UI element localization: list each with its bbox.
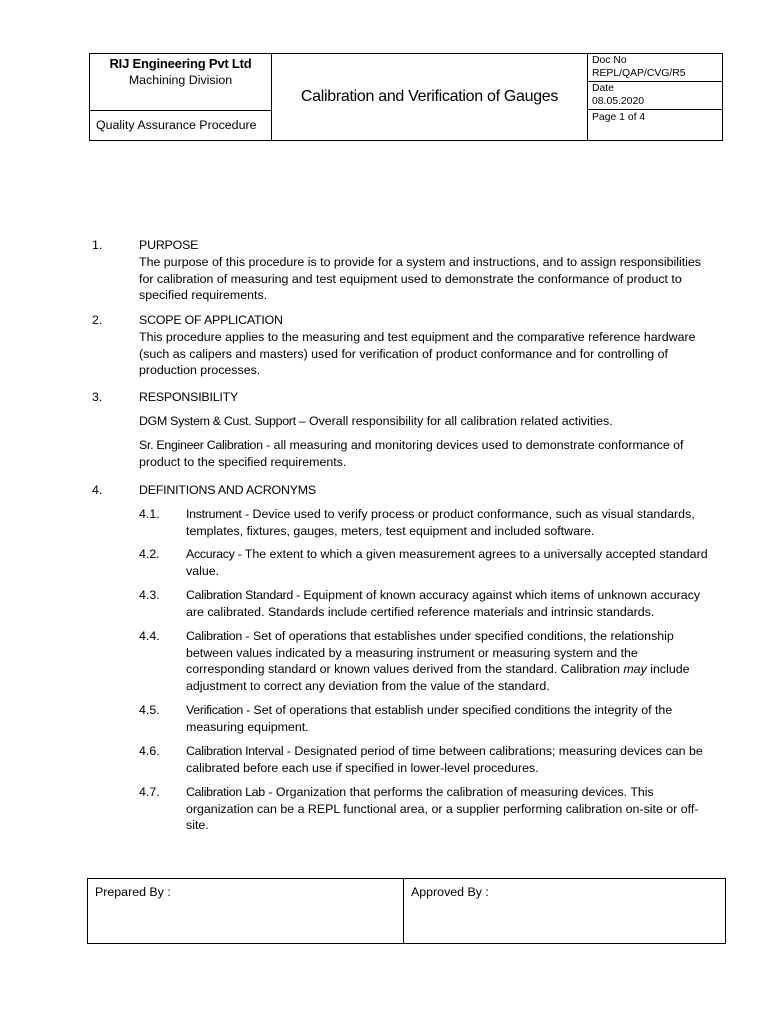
purpose-paragraph — [139, 254, 729, 304]
definition-term: Calibration Standard - — [186, 588, 300, 602]
definition-text: - Device used to verify process or product conformance, such as visual standards, — [241, 507, 695, 521]
date-cell — [588, 82, 722, 110]
section-number: 3. — [92, 390, 103, 404]
definition-instrument — [186, 506, 726, 539]
definition-number: 4.4. — [139, 629, 160, 643]
definition-calibration-standard — [186, 587, 726, 620]
date-value: 08.05.2020 — [592, 96, 645, 107]
definition-number: 4.2. — [139, 547, 160, 561]
definition-text: corresponding standard or known values derived from the standard. Calibration — [186, 662, 624, 677]
section-number: 4. — [92, 483, 103, 497]
definition-calibration — [186, 628, 726, 694]
definition-term: Calibration Lab — [186, 785, 265, 799]
definition-text: between values indicated by a measuring instrument or measuring system and the — [186, 645, 638, 660]
definition-text: measuring equipment. — [186, 719, 309, 734]
prepared-by-label: Prepared By : — [95, 885, 171, 899]
section-heading-responsibility: RESPONSIBILITY — [139, 390, 239, 404]
company-cell — [90, 54, 272, 111]
responsibility-role: DGM System & Cust. Support – — [139, 414, 306, 428]
division-name: Machining Division — [128, 73, 233, 87]
section-number: 2. — [92, 313, 103, 327]
prepared-by-cell — [88, 879, 404, 943]
responsibility-dgm — [139, 413, 729, 430]
paragraph-line: production processes. — [139, 363, 261, 378]
definition-text: templates, fixtures, gauges, meters, test equipment and included software. — [186, 523, 595, 538]
responsibility-text: - all measuring and monitoring devices used to demonstrate conformance of — [262, 438, 684, 452]
company-name: RIJ Engineering Pvt Ltd — [109, 56, 252, 71]
definition-text: Set of operations that establish under specified conditions the integrity of the — [249, 703, 673, 717]
definition-emphasis: may — [623, 662, 647, 677]
definition-text: The extent to which a given measurement agrees to a universally accepted standard — [241, 547, 708, 561]
paragraph-line: specified requirements. — [139, 288, 268, 303]
definition-text: organization can be a REPL functional area, or a supplier performing calibration on-site or off- — [186, 801, 699, 816]
definition-term: Calibration — [186, 629, 242, 643]
definition-number: 4.1. — [139, 507, 160, 521]
section-heading-definitions: DEFINITIONS AND ACRONYMS — [139, 483, 316, 497]
doc-no-value: REPL/QAP/CVG/R5 — [592, 68, 686, 79]
signature-table — [87, 878, 726, 944]
definition-text: - Designated period of time between calibrations; measuring devices can be — [283, 744, 703, 758]
definition-number: 4.6. — [139, 744, 160, 758]
definition-number: 4.5. — [139, 703, 160, 717]
paragraph-line: (such as calipers and masters) used for verification of product conformance and for controlling of — [139, 346, 668, 361]
definition-text: value. — [186, 563, 220, 578]
doc-no-cell — [588, 54, 722, 82]
responsibility-text: product to the specified requirements. — [139, 454, 347, 469]
definition-text: adjustment to correct any deviation from the value of the standard. — [186, 678, 550, 693]
paragraph-line: This procedure applies to the measuring and test equipment and the comparative reference hardware — [139, 330, 696, 344]
approved-by-label: Approved By : — [411, 885, 489, 899]
document-title — [272, 54, 588, 140]
date-label: Date — [592, 83, 614, 94]
definition-text: include — [646, 662, 690, 677]
section-number: 1. — [92, 238, 103, 252]
responsibility-text: Overall responsibility for all calibration related activities. — [305, 414, 613, 428]
definition-term: Calibration Interval — [186, 744, 284, 758]
definition-text: calibrated before each use if specified in lower-level procedures. — [186, 760, 539, 775]
definition-text: site. — [186, 818, 209, 833]
page-number: Page 1 of 4 — [592, 112, 646, 123]
paragraph-line: The purpose of this procedure is to provide for a system and instructions, and to assign responsibilities — [139, 255, 702, 269]
definition-term: Verification - — [186, 703, 250, 717]
section-heading-scope: SCOPE OF APPLICATION — [139, 313, 283, 327]
doc-no-label: Doc No — [592, 55, 627, 66]
section-heading-purpose: PURPOSE — [139, 238, 199, 252]
definition-text: - Set of operations that establishes under specified conditions, the relationship — [241, 629, 674, 643]
paragraph-line: for calibration of measuring and test equipment used to demonstrate the conformance of product to — [139, 271, 682, 286]
document-header-table — [89, 53, 723, 141]
responsibility-sr-engineer — [139, 437, 729, 470]
definition-text: Equipment of known accuracy against which items of unknown accuracy — [299, 588, 701, 602]
definition-term: Instrument — [186, 507, 242, 521]
definition-number: 4.3. — [139, 588, 160, 602]
definition-text: are calibrated. Standards include certified reference materials and intrinsic standards. — [186, 604, 655, 619]
definition-calibration-interval — [186, 743, 726, 776]
document-title-text: Calibration and Verification of Gauges — [300, 87, 559, 105]
approved-by-cell — [404, 879, 725, 943]
definition-verification — [186, 702, 726, 735]
definition-number: 4.7. — [139, 785, 160, 799]
responsibility-role: Sr. Engineer Calibration — [139, 438, 263, 452]
scope-paragraph — [139, 329, 729, 379]
definition-text: - Organization that performs the calibration of measuring devices. This — [264, 785, 654, 799]
definition-accuracy — [186, 546, 726, 579]
definition-calibration-lab — [186, 784, 726, 834]
procedure-type: Quality Assurance Procedure — [90, 111, 272, 140]
definition-term: Accuracy - — [186, 547, 242, 561]
